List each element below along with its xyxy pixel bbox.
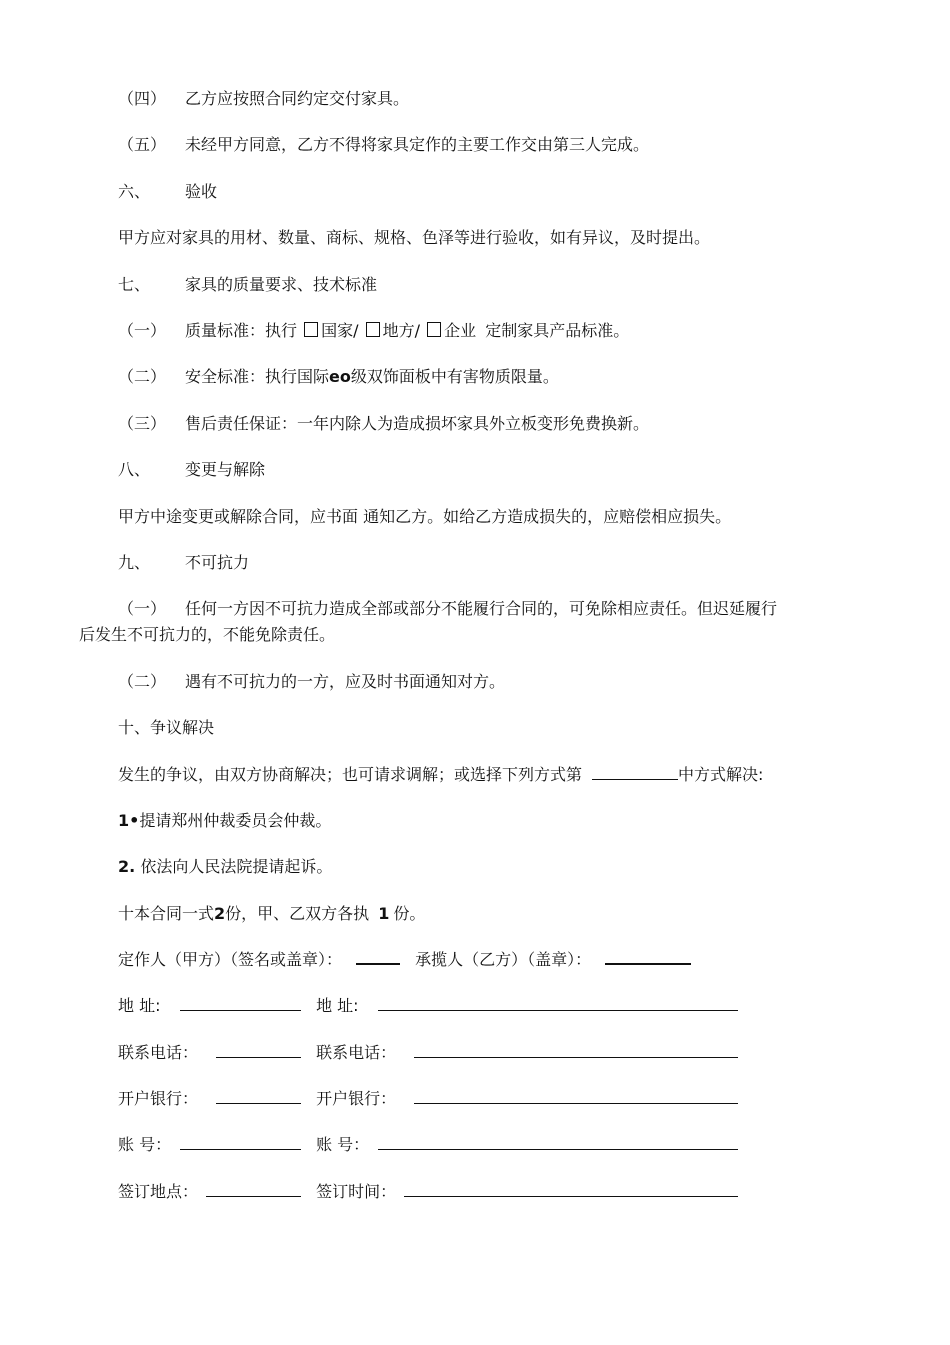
item-number: （二）	[118, 367, 167, 386]
section-title: 不可抗力	[185, 553, 250, 572]
section-6-text: 甲方应对家具的用材、数量、商标、规格、色泽等进行验收，如有异议，及时提出。	[118, 228, 711, 247]
dispute-text-pre: 发生的争议，由双方协商解决；也可请求调解；或选择下列方式第	[118, 765, 583, 784]
section-8-text: 甲方中途变更或解除合同，应书面 通知乙方。如给乙方造成损失的，应赔偿相应损失。	[118, 507, 732, 526]
force-majeure-item-1	[118, 598, 777, 620]
section-8-heading	[118, 459, 265, 481]
party-b-seal-field[interactable]	[605, 949, 691, 965]
phone-label-a: 联系电话：	[118, 1043, 199, 1062]
section-title: 家具的质量要求、技术标准	[185, 275, 378, 294]
item-number: （一）	[118, 321, 167, 340]
account-label-a: 账 号：	[118, 1135, 172, 1154]
section-title: 变更与解除	[185, 460, 266, 479]
copies-text: 份。	[393, 904, 426, 923]
account-field-a[interactable]	[180, 1135, 301, 1150]
national-checkbox[interactable]	[304, 322, 318, 337]
section-number: 六、	[118, 182, 151, 201]
item-number: （三）	[118, 414, 167, 433]
phone-field-b[interactable]	[414, 1043, 738, 1058]
bank-field-a[interactable]	[216, 1089, 301, 1104]
phone-row	[118, 1042, 738, 1064]
phone-field-a[interactable]	[216, 1043, 301, 1058]
option-text: 依法向人民法院提请起诉。	[140, 857, 333, 876]
copies-text: 份，甲、乙双方各执	[225, 904, 370, 923]
address-field-b[interactable]	[378, 996, 738, 1011]
after-sales-item	[118, 413, 649, 435]
option-number: 1•	[118, 811, 140, 830]
sign-time-label: 签订时间：	[316, 1182, 397, 1201]
account-row	[118, 1134, 738, 1156]
checkbox-label: 企业	[444, 321, 477, 340]
section-6-heading	[118, 181, 217, 203]
section-title: 验收	[185, 182, 218, 201]
item-text: 遇有不可抗力的一方，应及时书面通知对方。	[185, 672, 506, 691]
signature-parties	[118, 949, 691, 971]
clause-4	[118, 88, 409, 110]
phone-label-b: 联系电话：	[316, 1043, 397, 1062]
address-field-a[interactable]	[180, 996, 301, 1011]
section-number: 八、	[118, 460, 151, 479]
item-number: （一）	[118, 599, 167, 618]
item-text: 级双饰面板中有害物质限量。	[350, 367, 559, 386]
dispute-option-2	[118, 856, 332, 878]
clause-5	[118, 134, 649, 156]
item-number: （二）	[118, 672, 167, 691]
party-a-signature-field[interactable]	[356, 949, 400, 965]
clause-number: （五）	[118, 135, 167, 154]
bank-field-b[interactable]	[414, 1089, 738, 1104]
section-7-heading	[118, 274, 377, 296]
force-majeure-item-1-cont: 后发生不可抗力的，不能免除责任。	[79, 625, 336, 644]
quality-standard-item	[118, 320, 629, 342]
grade-label: eo	[329, 367, 351, 386]
account-label-b: 账 号：	[316, 1135, 370, 1154]
clause-number: （四）	[118, 89, 167, 108]
address-label-b: 地 址:	[316, 996, 359, 1015]
bank-row	[118, 1088, 738, 1110]
section-10-heading: 十、争议解决	[118, 718, 215, 737]
item-text: 售后责任保证：一年内除人为造成损坏家具外立板变形免费换新。	[185, 414, 650, 433]
dispute-text	[118, 764, 763, 786]
option-number: 2.	[118, 857, 136, 876]
clause-text: 乙方应按照合同约定交付家具。	[185, 89, 410, 108]
section-9-heading	[118, 552, 249, 574]
sign-place-label: 签订地点：	[118, 1182, 199, 1201]
dispute-text-post: 中方式解决:	[678, 765, 764, 784]
safety-standard-item	[118, 366, 559, 388]
bank-label-a: 开户银行：	[118, 1089, 199, 1108]
party-b-label: 承揽人（乙方）（盖章）：	[415, 950, 592, 969]
option-text: 提请郑州仲裁委员会仲裁。	[139, 811, 332, 830]
item-text: 任何一方因不可抗力造成全部或部分不能履行合同的，可免除相应责任。但迟延履行	[185, 599, 778, 618]
checkbox-label: 地方/	[382, 321, 421, 340]
clause-text: 未经甲方同意，乙方不得将家具定作的主要工作交由第三人完成。	[185, 135, 650, 154]
sign-time-field[interactable]	[404, 1182, 738, 1197]
sign-place-time-row	[118, 1181, 738, 1203]
sign-place-field[interactable]	[206, 1182, 301, 1197]
checkbox-label: 国家/	[321, 321, 359, 340]
copies-each: 1	[378, 904, 390, 923]
party-a-label: 定作人（甲方）（签名或盖章）：	[118, 950, 343, 969]
copies-text: 十本合同一式	[118, 904, 215, 923]
enterprise-checkbox[interactable]	[427, 322, 441, 337]
copies-count: 2	[214, 904, 226, 923]
address-row	[118, 995, 738, 1017]
force-majeure-item-2	[118, 671, 505, 693]
dispute-option-1	[118, 810, 331, 832]
bank-label-b: 开户银行：	[316, 1089, 397, 1108]
address-label-a: 地 址:	[118, 996, 161, 1015]
account-field-b[interactable]	[378, 1135, 738, 1150]
item-text: 定制家具产品标准。	[485, 321, 630, 340]
item-text: 质量标准：执行	[185, 321, 298, 340]
item-text: 安全标准：执行国际	[185, 367, 330, 386]
section-number: 七、	[118, 275, 151, 294]
section-number: 九、	[118, 553, 151, 572]
copies-line	[118, 903, 425, 925]
local-checkbox[interactable]	[366, 322, 380, 337]
dispute-method-blank[interactable]	[592, 765, 678, 780]
